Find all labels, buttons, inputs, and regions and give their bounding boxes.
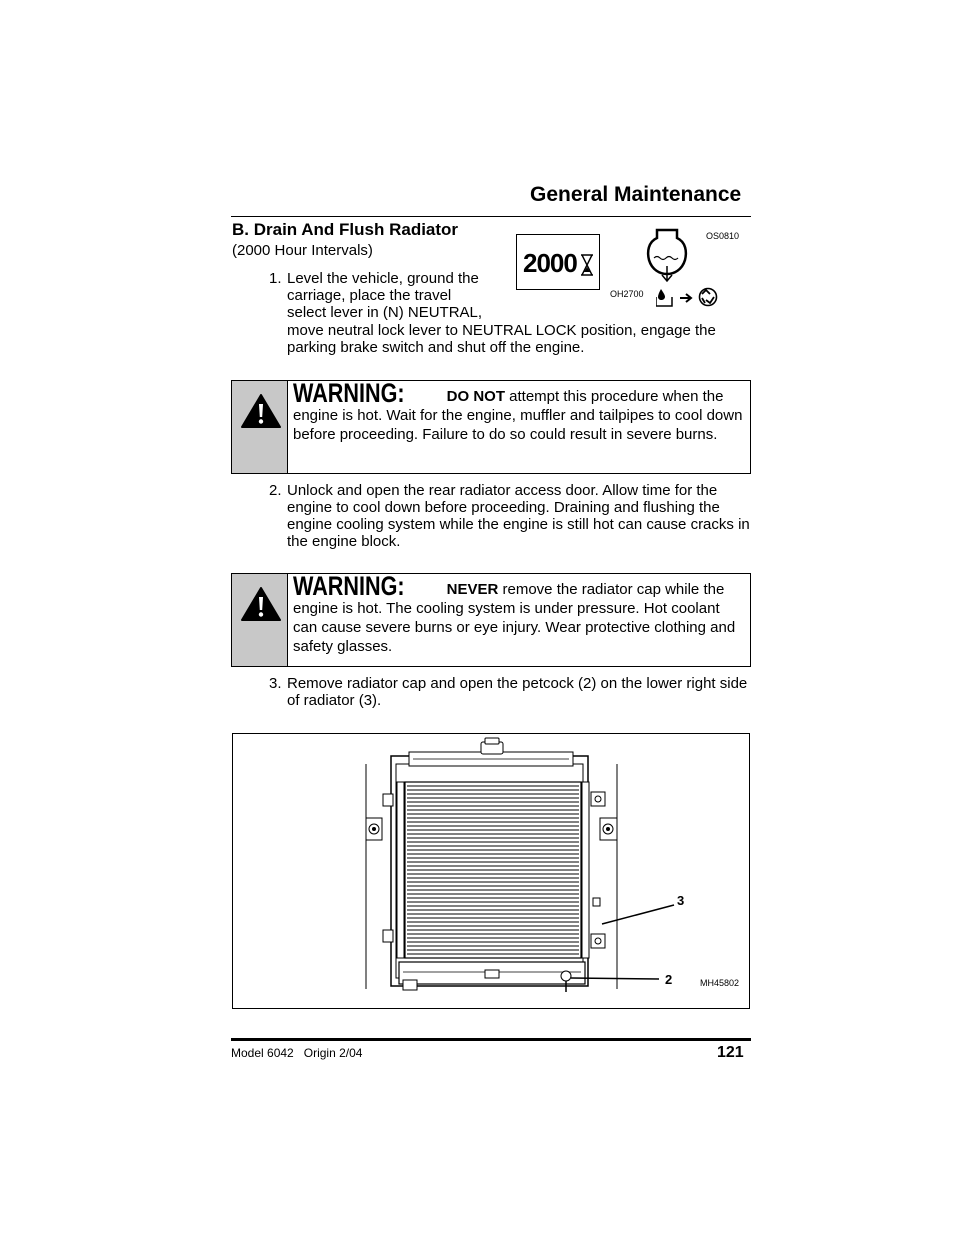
warning-emphasis: DO NOT bbox=[446, 388, 505, 405]
warning-label: WARNING: bbox=[293, 378, 405, 408]
footer-origin: Origin 2/04 bbox=[303, 1046, 363, 1060]
header-rule bbox=[231, 216, 751, 217]
subsection-title: B. Drain And Flush Radiator bbox=[232, 220, 459, 239]
section-title: General Maintenance bbox=[530, 183, 742, 206]
figure-code: MH45802 bbox=[700, 978, 740, 988]
footer-rule bbox=[231, 1038, 751, 1041]
page-number: 121 bbox=[717, 1044, 744, 1061]
hourglass-icon bbox=[580, 254, 594, 276]
warning-label: WARNING: bbox=[293, 571, 405, 601]
step-2 bbox=[269, 482, 751, 550]
interval-note: (2000 Hour Intervals) bbox=[232, 242, 373, 259]
step-1-number: 1. bbox=[269, 270, 282, 287]
step-1-line-5: parking brake switch and shut off the engine. bbox=[287, 339, 585, 356]
hour-interval-box bbox=[516, 234, 600, 290]
step-2-text: Unlock and open the rear radiator access door. Allow time for the engine to cool down before proceeding. Draining and flushing the engine cooling system while the engine is still hot can cause cracks in the engine block. bbox=[287, 482, 750, 550]
step-2-number: 2. bbox=[269, 482, 282, 499]
warning-text-1 bbox=[293, 378, 743, 444]
icon-code-bottom: OH2700 bbox=[610, 289, 644, 299]
warning-triangle-icon bbox=[240, 393, 282, 429]
callout-2: 2 bbox=[665, 972, 673, 987]
step-1-line-3: select lever in (N) NEUTRAL, bbox=[287, 304, 483, 321]
radiator-illustration bbox=[233, 734, 749, 1008]
hour-interval-value: 2000 bbox=[523, 248, 577, 278]
step-3 bbox=[269, 675, 751, 709]
icon-code-top: OS0810 bbox=[706, 231, 740, 241]
coolant-reservoir-icon bbox=[645, 228, 689, 282]
callout-3: 3 bbox=[677, 893, 685, 908]
footer-left bbox=[231, 1046, 362, 1060]
warning-text-2 bbox=[293, 571, 743, 656]
warning-side-panel bbox=[232, 574, 288, 666]
step-1-line-2: carriage, place the travel bbox=[287, 287, 452, 304]
radiator-figure bbox=[232, 733, 750, 1009]
step-1-line-1: Level the vehicle, ground the bbox=[287, 270, 479, 287]
drain-recycle-icon bbox=[656, 286, 722, 308]
warning-triangle-icon bbox=[240, 586, 282, 622]
warning-body: attempt this procedure when the engine is hot. Wait for the engine, muffler and tailpipes to cool down before proceeding. Failure to do so could result in severe burns. bbox=[293, 388, 743, 443]
footer-model: Model 6042 bbox=[231, 1046, 294, 1060]
warning-side-panel bbox=[232, 381, 288, 473]
warning-box-2 bbox=[231, 573, 751, 667]
warning-emphasis: NEVER bbox=[446, 581, 499, 598]
step-3-number: 3. bbox=[269, 675, 282, 692]
step-1-line-4: move neutral lock lever to NEUTRAL LOCK position, engage the bbox=[287, 322, 716, 339]
step-3-text: Remove radiator cap and open the petcock (2) on the lower right side of radiator (3). bbox=[287, 675, 748, 709]
warning-box-1 bbox=[231, 380, 751, 474]
warning-body: remove the radiator cap while the engine is hot. The cooling system is under pressure. Hot coolant can cause severe burns or eye injury. Wear protective clothing and safety glasses. bbox=[293, 581, 736, 655]
